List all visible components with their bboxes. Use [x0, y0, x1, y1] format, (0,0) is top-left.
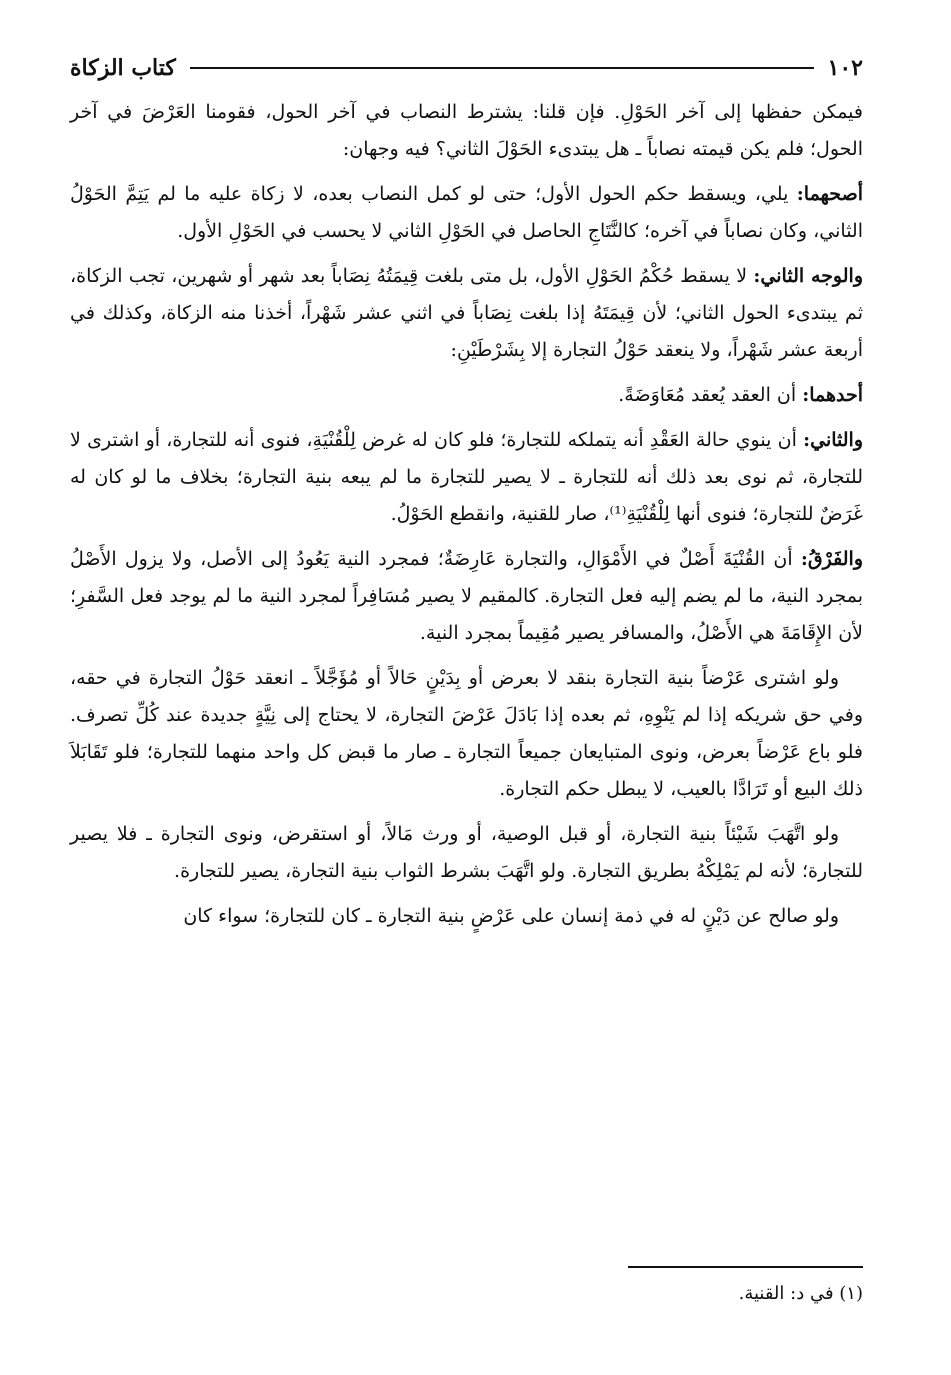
paragraph-7 — [70, 660, 863, 808]
paragraph-text: أن القُنْيَةَ أَصْلٌ في الأَمْوَالِ، والتجارة عَارِضَةٌ؛ فمجرد النية يَعُودُ إلى الأصل، ولا يزول الأَصْلُ بمجرد النية، ما لم يضم إليه فعل التجارة. كالمقيم لا يصير مُسَافِراً لمجرد النية ما لم يوجد فعل السَّفرِ؛ لأن الإِقَامَةَ هي الأَصْلُ، والمسافر يصير مُقِيماً بمجرد النية. — [70, 548, 863, 644]
paragraph-text: لا يسقط حُكْمُ الحَوْلِ الأول، بل متى بلغت قِيمَتُهُ نِصَاباً بعد شهر أو شهرين، تجب الزكاة، ثم يبتدىء الحول الثاني؛ لأن قِيمَتَهُ إذا بلغت نِصَاباً في اثني عشر شَهْراً، أخذنا منه الزكاة، وكذلك في أربعة عشر شَهْراً، ولا ينعقد حَوْلُ التجارة إلا بِشَرْطَيْنِ: — [70, 265, 863, 361]
paragraph-lead: أصحهما: — [796, 183, 863, 205]
book-page — [70, 48, 863, 1335]
paragraph-text: يلي، ويسقط حكم الحول الأول؛ حتى لو كمل النصاب بعده، لا زكاة عليه ما لم يَتِمَّ الحَوْلُ الثاني، وكان نصاباً في آخره؛ كالنَّتَاجِ الحاصل في الحَوْلِ الثاني لا يحسب في الحَوْلِ الأول. — [70, 183, 863, 242]
footnote-divider — [628, 1266, 863, 1268]
paragraph-6 — [70, 541, 863, 652]
paragraph-text: ولو اشترى عَرْضاً بنية التجارة بنقد لا بعرض أو بِدَيْنٍ حَالاً أو مُؤَجَّلاً ـ انعقد حَوْلُ التجارة في حقه، وفي حق شريكه إذا لم يَنْوِهِ، ثم بعده إذا بَادَلَ عَرْضَ التجارة، لا يحتاج إلى نِيَّةٍ جديدة عند كُلِّ تصرف. فلو باع عَرْضاً بعرض، ونوى المتبايعان جميعاً التجارة ـ صار ما قبض كل واحد منهما للتجارة؛ فلو تَقَابَلاَ ذلك البيع أو تَرَادَّا بالعيب، لا يبطل حكم التجارة. — [70, 667, 863, 800]
paragraph-text: أن ينوي حالة العَقْدِ أنه يتملكه للتجارة؛ فلو كان له غرض لِلْقُنْيَةِ، فنوى أنه للتجارة، أو اشترى لا للتجارة، ثم نوى بعد ذلك أنه للتجارة ـ لا يصير للتجارة ما لم يبعه بنية التجارة؛ بخلاف ما لو كان له غَرَضٌ للتجارة؛ فنوى أنها لِلْقُنْيَةِ⁽¹⁾، صار للقنية، وانقطع الحَوْلُ. — [70, 429, 863, 525]
header-rule — [190, 67, 814, 69]
paragraph-5 — [70, 422, 863, 533]
paragraph-lead: والفَرْقُ: — [800, 548, 863, 570]
paragraph-8 — [70, 816, 863, 890]
paragraph-text: ولو اتَّهَبَ شَيْئاً بنية التجارة، أو قبل الوصية، أو ورث مَالاً، أو استقرض، ونوى التجارة ـ فلا يصير للتجارة؛ لأنه لم يَمْلِكْهُ بطريق التجارة. ولو اتَّهَبَ بشرط الثواب بنية التجارة، يصير للتجارة. — [70, 823, 863, 882]
paragraph-text: أن العقد يُعقد مُعَاوَضَةً. — [618, 384, 803, 406]
paragraph-1 — [70, 94, 863, 168]
paragraph-9 — [70, 898, 863, 935]
footnote: (١) في د: القنية. — [738, 1283, 863, 1304]
paragraph-lead: أحدهما: — [802, 384, 863, 406]
paragraph-3 — [70, 258, 863, 369]
paragraph-lead: والوجه الثاني: — [753, 265, 863, 287]
paragraph-text: فيمكن حفظها إلى آخر الحَوْلِ. فإن قلنا: يشترط النصاب في آخر الحول، فقومنا العَرْضَ في آخر الحول؛ فلم يكن قيمته نصاباً ـ هل يبتدىء الحَوْلَ الثاني؟ فيه وجهان: — [70, 101, 863, 160]
paragraph-lead: والثاني: — [803, 429, 863, 451]
page-number: ١٠٢ — [827, 55, 863, 81]
running-header — [70, 48, 863, 88]
paragraph-text: ولو صالح عن دَيْنٍ له في ذمة إنسان على عَرْضٍ بنية التجارة ـ كان للتجارة؛ سواء كان — [183, 905, 839, 927]
paragraph-2 — [70, 176, 863, 250]
paragraph-4 — [70, 377, 863, 414]
book-title: كتاب الزكاة — [70, 55, 176, 81]
body-text — [70, 94, 863, 935]
